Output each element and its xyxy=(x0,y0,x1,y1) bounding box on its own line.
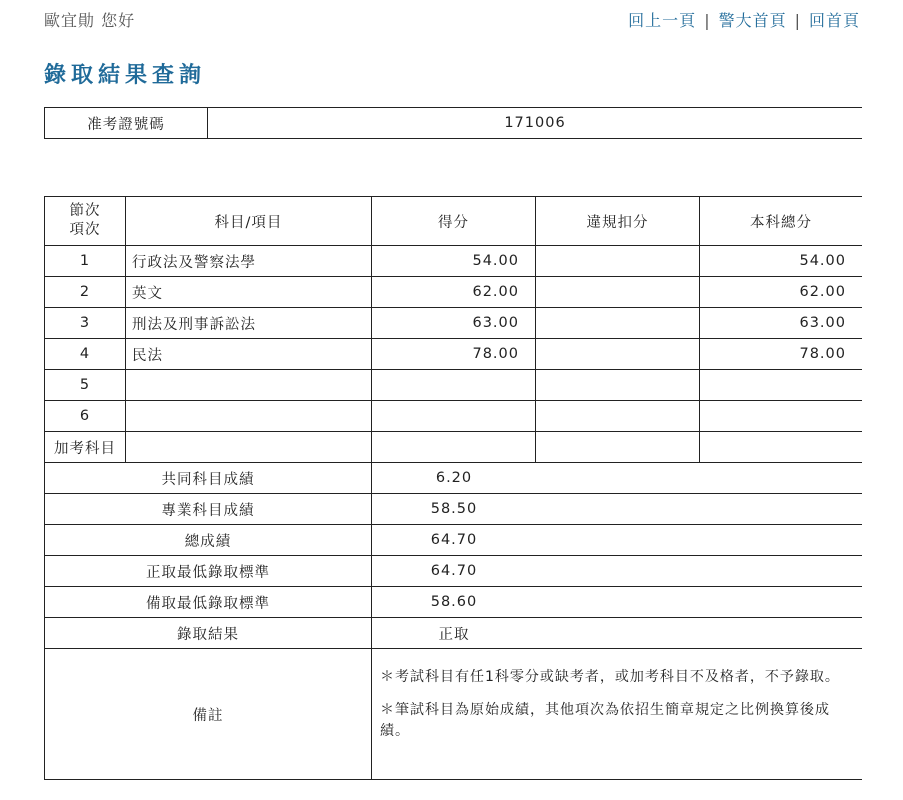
remarks-row xyxy=(45,649,863,780)
summary-value-text: 58.60 xyxy=(430,594,478,610)
exam-number-row xyxy=(45,108,863,139)
exam-number-table xyxy=(44,107,862,139)
remarks-label: 備註 xyxy=(45,649,372,780)
header-deduction: 違規扣分 xyxy=(536,197,700,246)
table-row xyxy=(45,246,863,277)
row-subject: 刑法及刑事訴訟法 xyxy=(126,308,372,339)
row-number: 6 xyxy=(45,401,126,432)
police-university-home-link[interactable]: 警大首頁 xyxy=(718,11,787,30)
table-header-row xyxy=(45,197,863,246)
row-total: 62.00 xyxy=(700,277,863,308)
summary-label: 備取最低錄取標準 xyxy=(45,587,372,618)
row-total xyxy=(700,401,863,432)
summary-value xyxy=(372,587,863,618)
row-number: 加考科目 xyxy=(45,432,126,463)
header-total: 本科總分 xyxy=(700,197,863,246)
summary-value-text: 64.70 xyxy=(430,563,478,579)
row-subject xyxy=(126,401,372,432)
row-subject xyxy=(126,370,372,401)
row-deduction xyxy=(536,246,700,277)
home-link[interactable]: 回首頁 xyxy=(808,11,860,30)
summary-row xyxy=(45,494,863,525)
summary-row xyxy=(45,587,863,618)
remarks-content xyxy=(372,649,863,780)
remark-note: ＊考試科目有任1科零分或缺考者，或加考科目不及格者，不予錄取。 xyxy=(380,669,840,685)
row-subject: 英文 xyxy=(126,277,372,308)
summary-label: 共同科目成績 xyxy=(45,463,372,494)
result-value xyxy=(372,618,863,649)
row-deduction xyxy=(536,432,700,463)
table-row xyxy=(45,308,863,339)
table-row xyxy=(45,370,863,401)
row-total: 63.00 xyxy=(700,308,863,339)
row-total: 54.00 xyxy=(700,246,863,277)
table-row xyxy=(45,339,863,370)
table-row xyxy=(45,277,863,308)
summary-value-text: 64.70 xyxy=(430,532,478,548)
row-number: 3 xyxy=(45,308,126,339)
row-number: 2 xyxy=(45,277,126,308)
greeting-text: 歐宜勛 您好 xyxy=(44,11,136,30)
top-nav xyxy=(628,8,860,31)
row-score: 54.00 xyxy=(372,246,536,277)
result-label: 錄取結果 xyxy=(45,618,372,649)
summary-row xyxy=(45,618,863,649)
table-row xyxy=(45,401,863,432)
row-deduction xyxy=(536,339,700,370)
exam-number-value: 171006 xyxy=(208,108,863,139)
row-subject xyxy=(126,432,372,463)
summary-row xyxy=(45,525,863,556)
row-deduction xyxy=(536,370,700,401)
remark-note: ＊筆試科目為原始成績，其他項次為依招生簡章規定之比例換算後成績。 xyxy=(380,702,830,739)
row-deduction xyxy=(536,401,700,432)
row-number: 5 xyxy=(45,370,126,401)
summary-value-text: 58.50 xyxy=(430,501,478,517)
row-score: 63.00 xyxy=(372,308,536,339)
row-total xyxy=(700,370,863,401)
summary-value xyxy=(372,556,863,587)
row-deduction xyxy=(536,308,700,339)
row-total: 78.00 xyxy=(700,339,863,370)
header-score: 得分 xyxy=(372,197,536,246)
row-deduction xyxy=(536,277,700,308)
summary-label: 正取最低錄取標準 xyxy=(45,556,372,587)
row-subject: 行政法及警察法學 xyxy=(126,246,372,277)
summary-row xyxy=(45,556,863,587)
row-score xyxy=(372,432,536,463)
row-total xyxy=(700,432,863,463)
summary-value xyxy=(372,463,863,494)
summary-label: 總成績 xyxy=(45,525,372,556)
row-score: 62.00 xyxy=(372,277,536,308)
table-row xyxy=(45,432,863,463)
summary-value-text: 6.20 xyxy=(435,470,473,486)
row-score xyxy=(372,370,536,401)
summary-label: 專業科目成績 xyxy=(45,494,372,525)
row-subject: 民法 xyxy=(126,339,372,370)
summary-row xyxy=(45,463,863,494)
row-score xyxy=(372,401,536,432)
header-session: 節次 項次 xyxy=(45,197,126,246)
grades-table xyxy=(44,196,862,780)
nav-separator: | xyxy=(704,11,711,30)
header-subject: 科目/項目 xyxy=(126,197,372,246)
exam-number-label: 准考證號碼 xyxy=(45,108,208,139)
back-link[interactable]: 回上一頁 xyxy=(628,11,697,30)
nav-separator: | xyxy=(794,11,801,30)
row-score: 78.00 xyxy=(372,339,536,370)
row-number: 1 xyxy=(45,246,126,277)
summary-value xyxy=(372,494,863,525)
summary-value xyxy=(372,525,863,556)
page-title: 錄取結果查詢 xyxy=(44,62,207,88)
result-value-text: 正取 xyxy=(438,626,470,643)
row-number: 4 xyxy=(45,339,126,370)
